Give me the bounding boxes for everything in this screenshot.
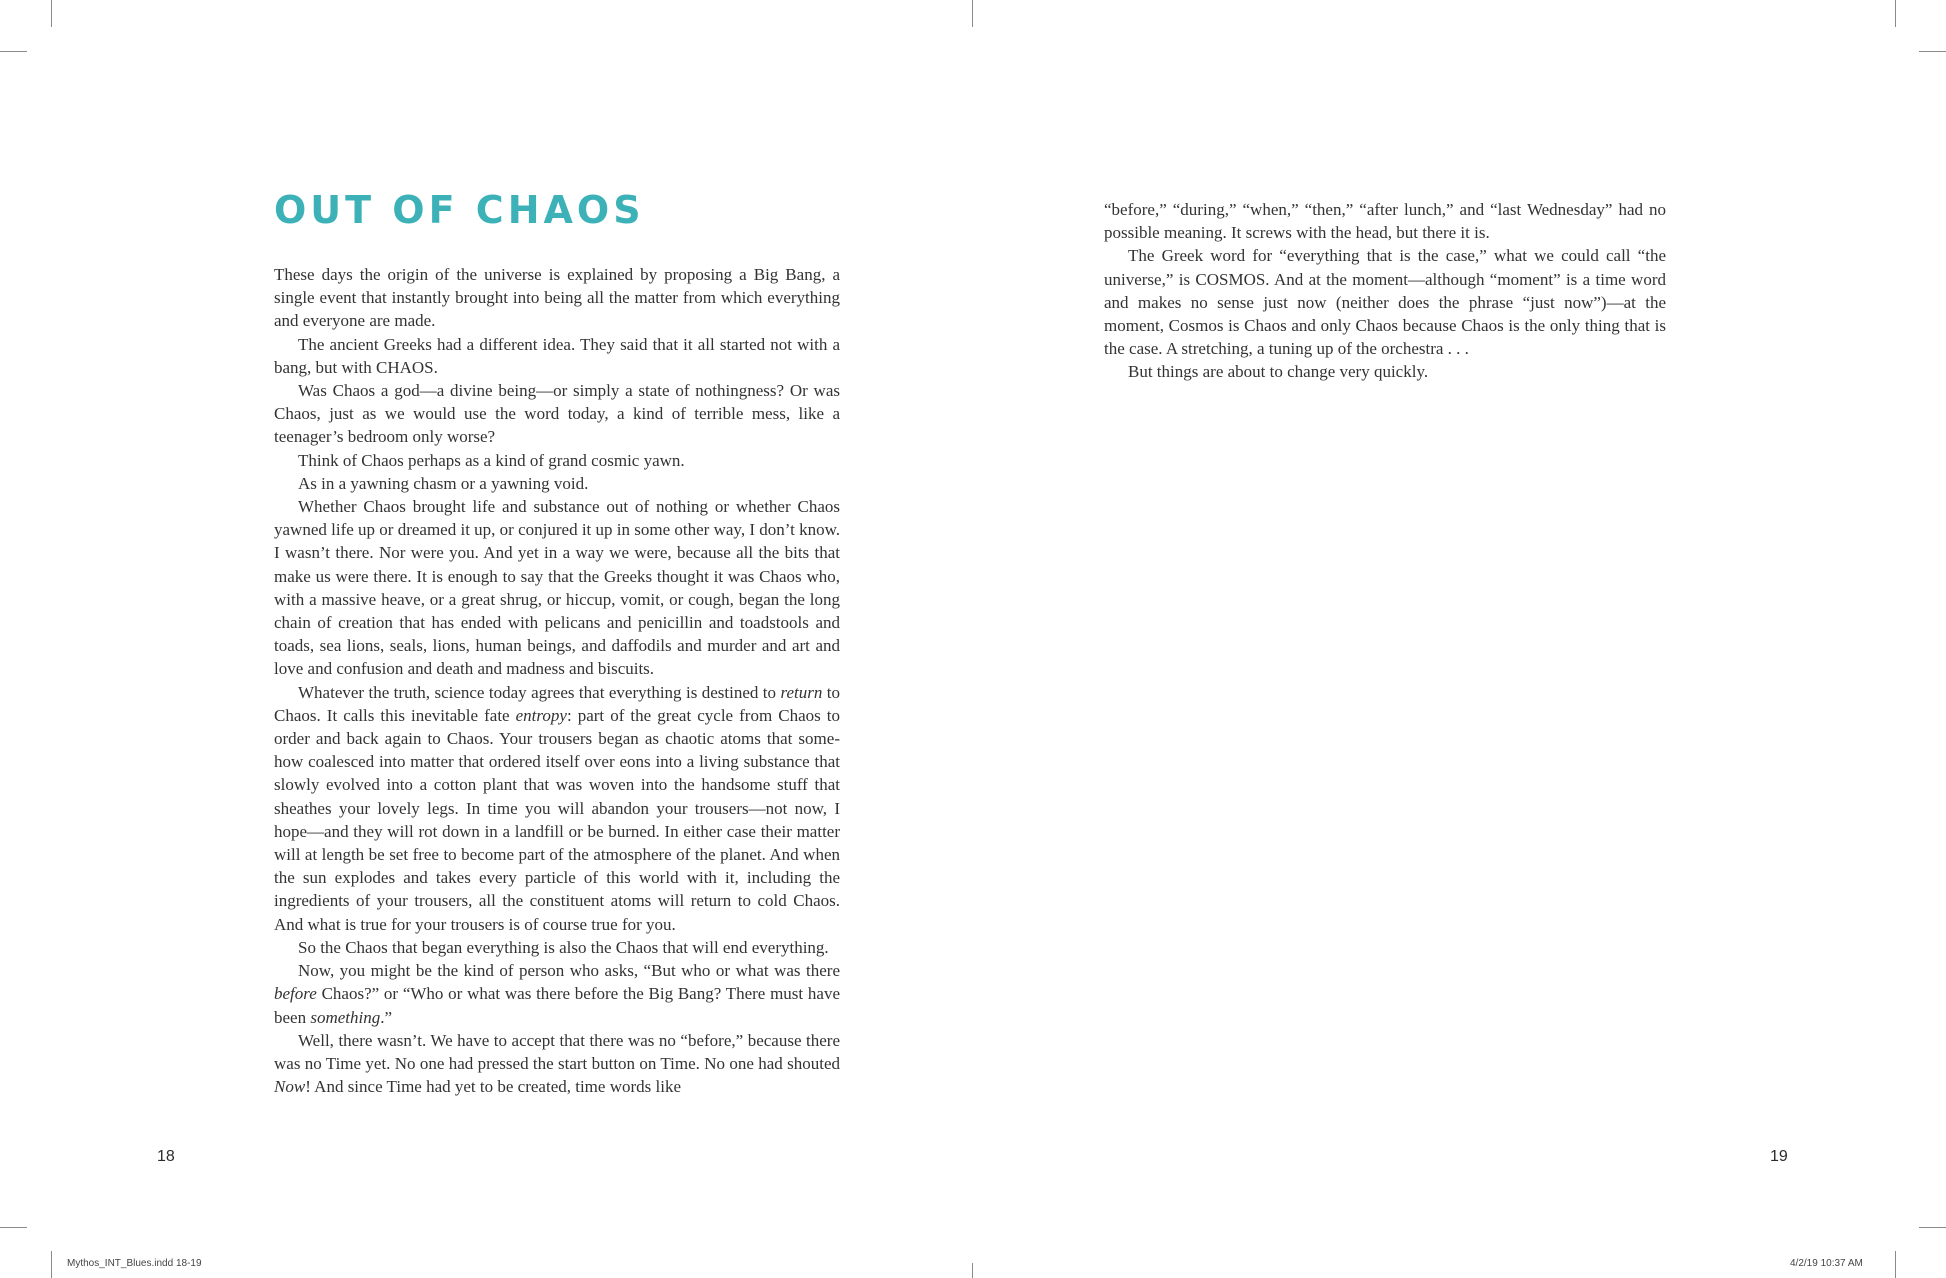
text-run: : part of the great cycle from Chaos to order and back again to Chaos. Your trousers began as chaotic atoms that somehow coalesced into matter that ordered itself over eons into a living substance that slowly evolved into a cotton plant that was woven into the handsome stuff that sheathes your lovely legs. In time you will abandon your trousers—not now, I hope—and they will rot down in a landfill or be burned. In either case their matter will at length be set free to become part of the atmosphere of the planet. And when the sun explodes and takes every particle of this world with it, including the ingredients of your trousers, all the constituent atoms will return to cold Chaos. And what is true for your trousers is of course true for you. bbox=[274, 705, 841, 934]
paragraph: The Greek word for “everything that is the case,” what we could call “the universe,” is COSMOS. And at the moment—although “moment” is a time word and makes no sense just now (neither does the phrase “just now”)—at the moment, Cosmos is Chaos and only Chaos because Chaos is the only thing that is the case. A stretching, a tuning up of the orchestra . . . bbox=[1104, 246, 1666, 359]
text-run: Chaos?” or “Who or what was there before the Big Bang? There must have been bbox=[274, 984, 840, 1027]
crop-mark bbox=[1895, 0, 1896, 27]
italic-word: entropy bbox=[515, 705, 567, 725]
paragraph: As in a yawning chasm or a yawning void. bbox=[298, 473, 589, 493]
slug-filename: Mythos_INT_Blues.indd 18-19 bbox=[67, 1258, 202, 1269]
paragraph bbox=[274, 1029, 840, 1099]
paragraph: So the Chaos that began everything is also the Chaos that will end everything. bbox=[298, 937, 829, 957]
paragraph bbox=[274, 959, 840, 1029]
italic-word: return bbox=[780, 682, 823, 702]
crop-mark bbox=[1919, 1227, 1946, 1228]
text-run: Now, you might be the kind of person who asks, “But who or what was there bbox=[298, 961, 840, 981]
page-number-right: 19 bbox=[1770, 1148, 1788, 1165]
crop-mark bbox=[1919, 51, 1946, 52]
paragraph: Was Chaos a god—a divine being—or simply a state of nothingness? Or was Chaos, just as we would use the word today, a kind of terrible mess, like a teenager’s bedroom only worse? bbox=[274, 381, 840, 447]
paragraph: The ancient Greeks had a different idea. They said that it all started not with a bang, but with CHAOS. bbox=[274, 334, 840, 377]
text-run: ! And since Time had yet to be created, time words like bbox=[305, 1077, 681, 1097]
italic-word: something bbox=[310, 1007, 381, 1027]
slug-timestamp: 4/2/19 10:37 AM bbox=[1790, 1258, 1863, 1269]
chapter-title: OUT OF CHAOS bbox=[274, 188, 645, 232]
crop-mark bbox=[0, 1227, 27, 1228]
left-page-text bbox=[274, 263, 840, 1098]
italic-word: Now bbox=[274, 1077, 306, 1097]
paragraph: These days the origin of the universe is explained by proposing a Big Bang, a single event that instantly brought into being all the matter from which everything and everyone are made. bbox=[274, 265, 840, 331]
text-run: Whatever the truth, science today agrees that everything is destined to bbox=[298, 682, 781, 702]
text-run: Well, there wasn’t. We have to accept that there was no “before,” because there was no Time yet. No one had pressed the start button on Time. No one had shouted bbox=[274, 1030, 840, 1073]
page-number-left: 18 bbox=[157, 1148, 175, 1165]
crop-mark bbox=[0, 51, 27, 52]
crop-mark bbox=[51, 1251, 52, 1278]
paragraph: “before,” “during,” “when,” “then,” “after lunch,” and “last Wednesday” had no possible meaning. It screws with the head, but there it is. bbox=[1104, 200, 1666, 243]
paragraph: But things are about to change very quickly. bbox=[1128, 362, 1429, 382]
right-page-text bbox=[1104, 198, 1666, 384]
crop-mark bbox=[972, 1263, 973, 1278]
paragraph bbox=[274, 681, 840, 936]
text-run: .” bbox=[380, 1007, 393, 1027]
crop-mark bbox=[1895, 1251, 1896, 1278]
text-run: to Chaos. It calls this inevitable fate bbox=[274, 682, 840, 725]
crop-mark bbox=[972, 0, 973, 27]
paragraph: Whether Chaos brought life and substance out of nothing or whether Chaos yawned life up or dreamed it up, or conjured it up in some other way, I don’t know. I wasn’t there. Nor were you. And yet in a way we were, because all the bits that make us were there. It is enough to say that the Greeks thought it was Chaos who, with a massive heave, or a great shrug, or hiccup, vomit, or cough, began the long chain of creation that has ended with pelicans and penicillin and toadstools and toads, sea lions, seals, lions, human beings, and daffodils and murder and art and love and confusion and death and madness and biscuits. bbox=[274, 497, 840, 679]
italic-word: before bbox=[274, 984, 317, 1004]
crop-mark bbox=[51, 0, 52, 27]
paragraph: Think of Chaos perhaps as a kind of grand cosmic yawn. bbox=[298, 450, 685, 470]
